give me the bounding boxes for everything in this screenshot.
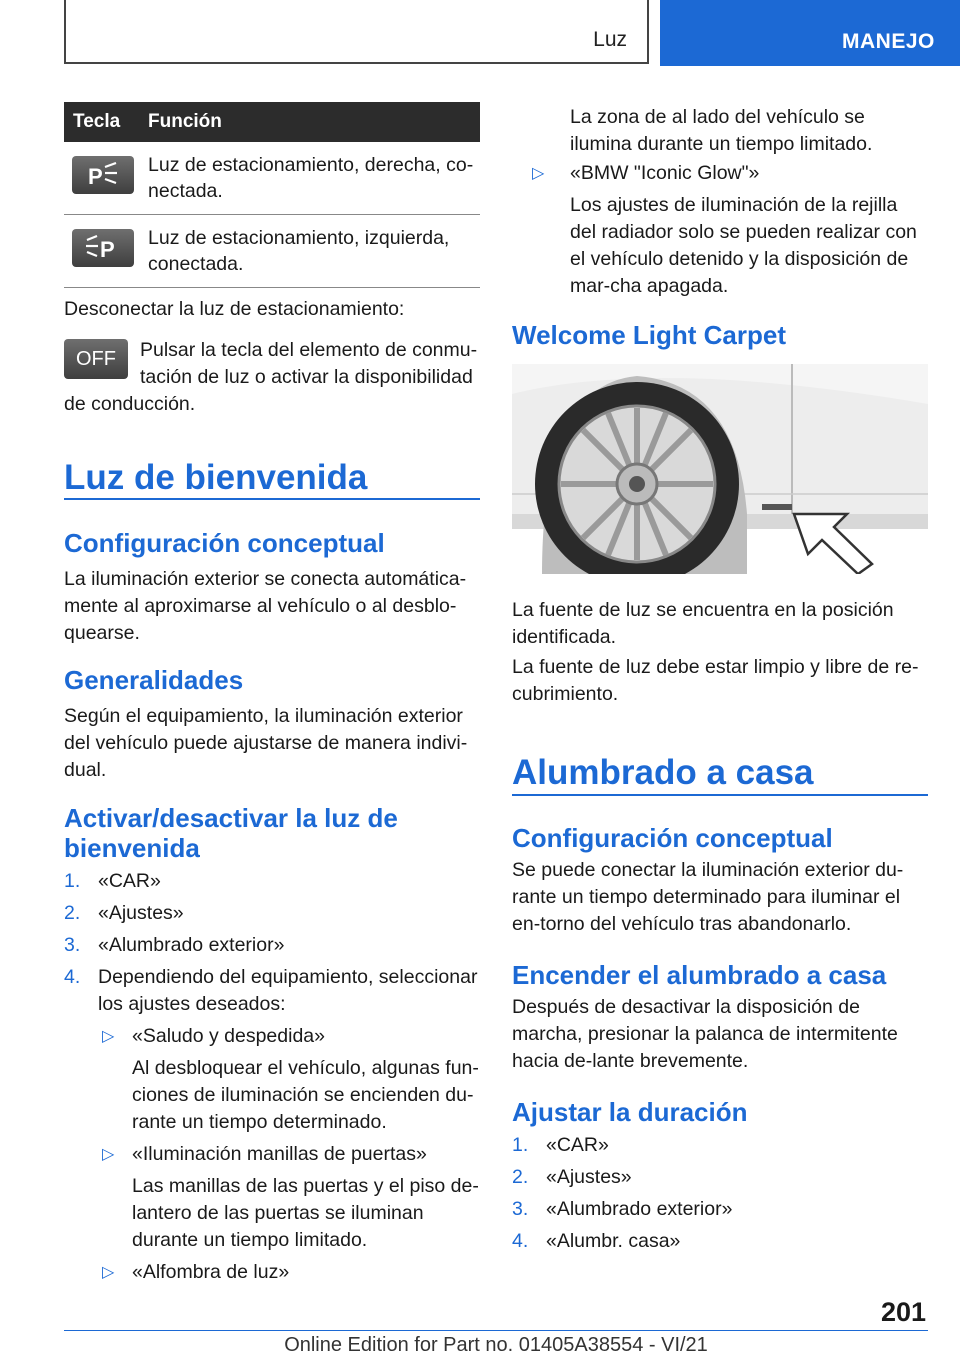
section-title: Luz xyxy=(593,28,627,51)
list-item: 4. «Alumbr. casa» xyxy=(512,1230,681,1252)
triangle-bullet-icon: ▷ xyxy=(102,1028,115,1045)
footer-edition: Online Edition for Part no. 01405A38554 - VI/21 xyxy=(284,1334,708,1356)
list-item: 3. «Alumbrado exterior» xyxy=(64,934,285,956)
carpet-p1: La fuente de luz se encuentra en la posición identificada. xyxy=(512,599,894,648)
welcome-steps-list xyxy=(64,868,480,1291)
heading-concept: Configuración conceptual xyxy=(64,528,385,558)
heading-switch-on: Encender el alumbrado a casa xyxy=(512,960,887,990)
option-item: ▷ «Iluminación manillas de puertas» Las manillas de las puertas y el piso de-lantero de las puertas se iluminan durante un tiempo limitado. xyxy=(102,1143,479,1251)
list-item: 2. «Ajustes» xyxy=(64,902,184,924)
table-header xyxy=(64,102,480,142)
header-frame xyxy=(64,0,649,64)
off-key-icon: OFF xyxy=(64,339,128,379)
table-cell: Luz de estacionamiento, izquierda, conectada. xyxy=(148,227,450,275)
disconnect-text: Pulsar la tecla del elemento de conmu-tación de luz o activar la disponibilidad de conducción. xyxy=(64,339,478,415)
table-cell: Luz de estacionamiento, derecha, co-nectada. xyxy=(148,154,474,202)
concept-text: Se puede conectar la iluminación exterior du-rante un tiempo determinado para iluminar el en-torno del vehículo tras abandonarlo. xyxy=(512,859,904,935)
options-list xyxy=(98,1023,480,1286)
disconnect-intro: Desconectar la luz de estacionamiento: xyxy=(64,298,405,320)
triangle-bullet-icon: ▷ xyxy=(532,165,545,182)
heading-rule xyxy=(64,498,480,500)
carpet-p2: La fuente de luz debe estar limpio y libre de re-cubrimiento. xyxy=(512,656,919,705)
heading-concept: Configuración conceptual xyxy=(512,823,833,853)
duration-steps-list xyxy=(512,1132,928,1260)
table-row xyxy=(64,215,480,288)
disconnect-block xyxy=(64,337,480,418)
glow-option xyxy=(512,160,928,300)
glow-desc: Los ajustes de iluminación de la rejilla del radiador solo se pueden realizar con el vehículo detenido y la disposición de mar-cha apagada. xyxy=(570,194,917,297)
table-row xyxy=(64,142,480,215)
chapter-tab[interactable]: MANEJO xyxy=(660,0,960,66)
carpet-desc: La zona de al lado del vehículo se ilumina durante un tiempo limitado. xyxy=(570,106,873,155)
list-item: 4. Dependiendo del equipamiento, seleccionar los ajustes deseados: ▷ «Saludo y despedida» Al desbloquear el vehículo, algunas fun-ciones de iluminación se encienden du-rante un tiempo determinado. ▷ «Iluminación manillas de puertas» Las manillas de las puertas y el piso de-lantero de las puertas se iluminan durante un tiempo limitado. ▷ «Alfombra de luz» xyxy=(64,964,480,1286)
heading-welcome-carpet: Welcome Light Carpet xyxy=(512,320,787,350)
concept-text: La iluminación exterior se conecta automática-mente al aproximarse al vehículo o al desblo-quearse. xyxy=(64,568,467,644)
svg-text:P: P xyxy=(88,164,103,188)
page-number: 201 xyxy=(880,1297,926,1327)
svg-text:P: P xyxy=(100,237,115,261)
parking-light-right-icon xyxy=(72,156,134,194)
heading-activate: Activar/desactivar la luz de bienvenida xyxy=(64,803,398,863)
glow-title: «BMW "Iconic Glow"» xyxy=(570,162,760,184)
heading-welcome-light: Luz de bienvenida xyxy=(64,458,368,497)
col-key-header: Tecla xyxy=(73,111,121,132)
list-item: 1. «CAR» xyxy=(64,870,161,892)
parking-light-left-icon xyxy=(72,229,134,267)
list-item: 3. «Alumbrado exterior» xyxy=(512,1198,733,1220)
col-function-header: Función xyxy=(148,111,222,132)
list-item: 1. «CAR» xyxy=(512,1134,609,1156)
option-item: ▷ «Saludo y despedida» Al desbloquear el vehículo, algunas fun-ciones de iluminación se encienden du-rante un tiempo determinado. xyxy=(102,1025,479,1133)
car-wheel-image xyxy=(512,364,928,574)
heading-general: Generalidades xyxy=(64,665,244,695)
switch-on-text: Después de desactivar la disposición de marcha, presionar la palanca de intermitente hacia de-lante brevemente. xyxy=(512,996,898,1072)
general-text: Según el equipamiento, la iluminación exterior del vehículo puede ajustarse de manera indivi-dual. xyxy=(64,705,468,781)
heading-duration: Ajustar la duración xyxy=(512,1097,748,1127)
option-item: ▷ «Alfombra de luz» xyxy=(98,1259,480,1286)
footer-rule xyxy=(64,1330,928,1331)
key-function-table xyxy=(64,102,480,288)
triangle-bullet-icon: ▷ xyxy=(102,1264,115,1281)
heading-rule xyxy=(512,794,928,796)
heading-follow-me-home: Alumbrado a casa xyxy=(512,753,814,792)
list-item: 2. «Ajustes» xyxy=(512,1166,632,1188)
triangle-bullet-icon: ▷ xyxy=(102,1146,115,1163)
